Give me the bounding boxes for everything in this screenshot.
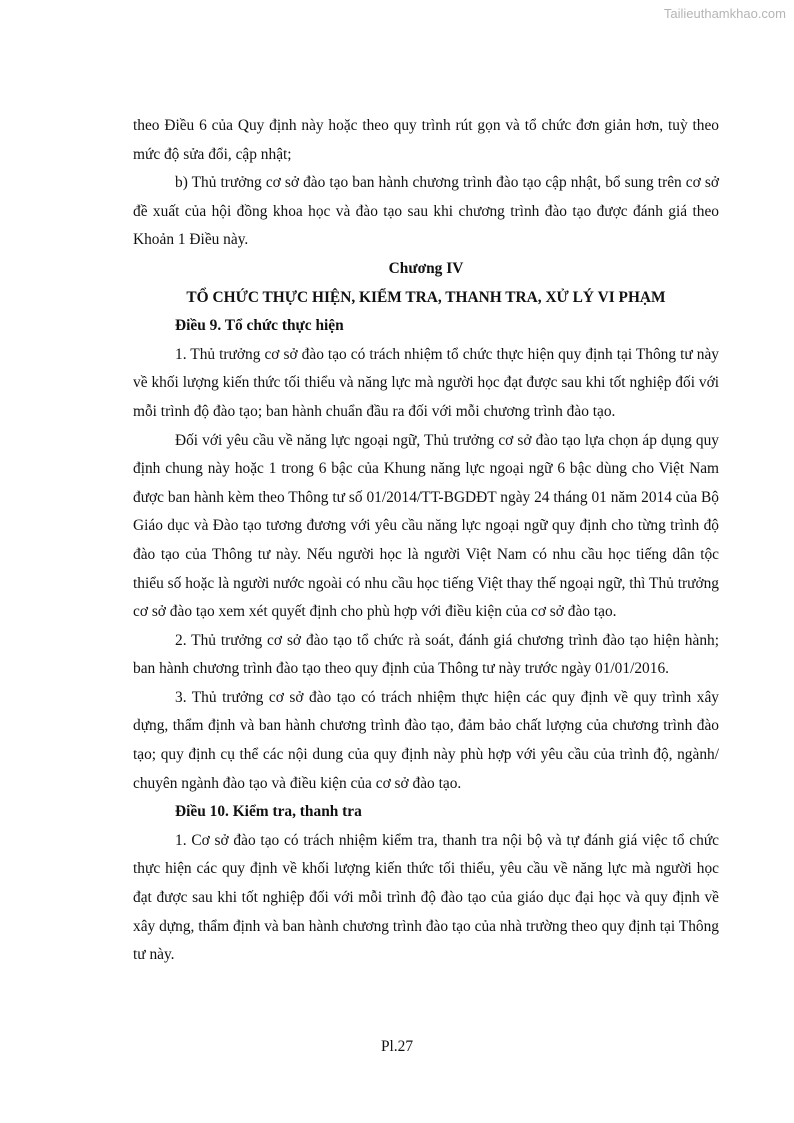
paragraph-clause-b: b) Thủ trưởng cơ sở đào tạo ban hành chương trình đào tạo cập nhật, bổ sung trên cơ sở đề xuất của hội đồng khoa học và đào tạo sau khi chương trình đào tạo được đánh giá theo Khoản 1 Điều này. — [133, 174, 719, 249]
chapter-title: TỔ CHỨC THỰC HIỆN, KIỂM TRA, THANH TRA, XỬ LÝ VI PHẠM — [186, 288, 666, 306]
article-9-clause-3: 3. Thủ trưởng cơ sở đào tạo có trách nhiệm thực hiện các quy định về quy trình xây dựng, thẩm định và ban hành chương trình đào tạo, đảm bảo chất lượng của chương trình đào tạo; quy định cụ thể các nội dung của quy định này phù hợp với yêu cầu của trình độ, ngành/ chuyên ngành đào tạo và điều kiện của cơ sở đào tạo. — [133, 688, 719, 792]
article-9-title: Điều 9. Tổ chức thực hiện — [175, 317, 344, 335]
watermark-text: Tailieuthamkhao.com — [663, 6, 786, 21]
article-10-title: Điều 10. Kiểm tra, thanh tra — [175, 803, 362, 821]
paragraph-continuation: theo Điều 6 của Quy định này hoặc theo quy trình rút gọn và tổ chức đơn giản hơn, tuỳ theo mức độ sửa đổi, cập nhật; — [133, 117, 719, 163]
article-9-foreign-language: Đối với yêu cầu về năng lực ngoại ngữ, Thủ trưởng cơ sở đào tạo lựa chọn áp dụng quy định chung này hoặc 1 trong 6 bậc của Khung năng lực ngoại ngữ 6 bậc dùng cho Việt Nam được ban hành kèm theo Thông tư số 01/2014/TT-BGDĐT ngày 24 tháng 01 năm 2014 của Bộ Giáo dục và Đào tạo tương đương với yêu cầu năng lực ngoại ngữ quy định cho từng trình độ đào tạo của Thông tư này. Nếu người học là người Việt Nam có nhu cầu học tiếng dân tộc thiểu số hoặc là người nước ngoài có nhu cầu học tiếng Việt thay thế ngoại ngữ, thì Thủ trưởng cơ sở đào tạo xem xét quyết định cho phù hợp với điều kiện của cơ sở đào tạo. — [133, 431, 719, 621]
page-number: Pl.27 — [380, 1038, 414, 1055]
article-9-clause-1: 1. Thủ trưởng cơ sở đào tạo có trách nhiệm tổ chức thực hiện quy định tại Thông tư này về khối lượng kiến thức tối thiểu và năng lực mà người học đạt được sau khi tốt nghiệp đối với mỗi trình độ đào tạo; ban hành chuẩn đầu ra đối với mỗi chương trình đào tạo. — [133, 345, 719, 420]
chapter-number: Chương IV — [388, 259, 464, 277]
article-9-clause-2: 2. Thủ trưởng cơ sở đào tạo tổ chức rà soát, đánh giá chương trình đào tạo hiện hành; ban hành chương trình đào tạo theo quy định của Thông tư này trước ngày 01/01/2016. — [133, 631, 719, 678]
document-body — [133, 112, 719, 970]
article-10-clause-1: 1. Cơ sở đào tạo có trách nhiệm kiểm tra, thanh tra nội bộ và tự đánh giá việc tổ chức thực hiện các quy định về khối lượng kiến thức tối thiểu, yêu cầu về năng lực mà người học đạt được sau khi tốt nghiệp đối với mỗi trình độ đào tạo của giáo dục đại học và quy định về xây dựng, thẩm định và ban hành chương trình đào tạo của nhà trường theo quy định tại Thông tư này. — [133, 831, 719, 964]
